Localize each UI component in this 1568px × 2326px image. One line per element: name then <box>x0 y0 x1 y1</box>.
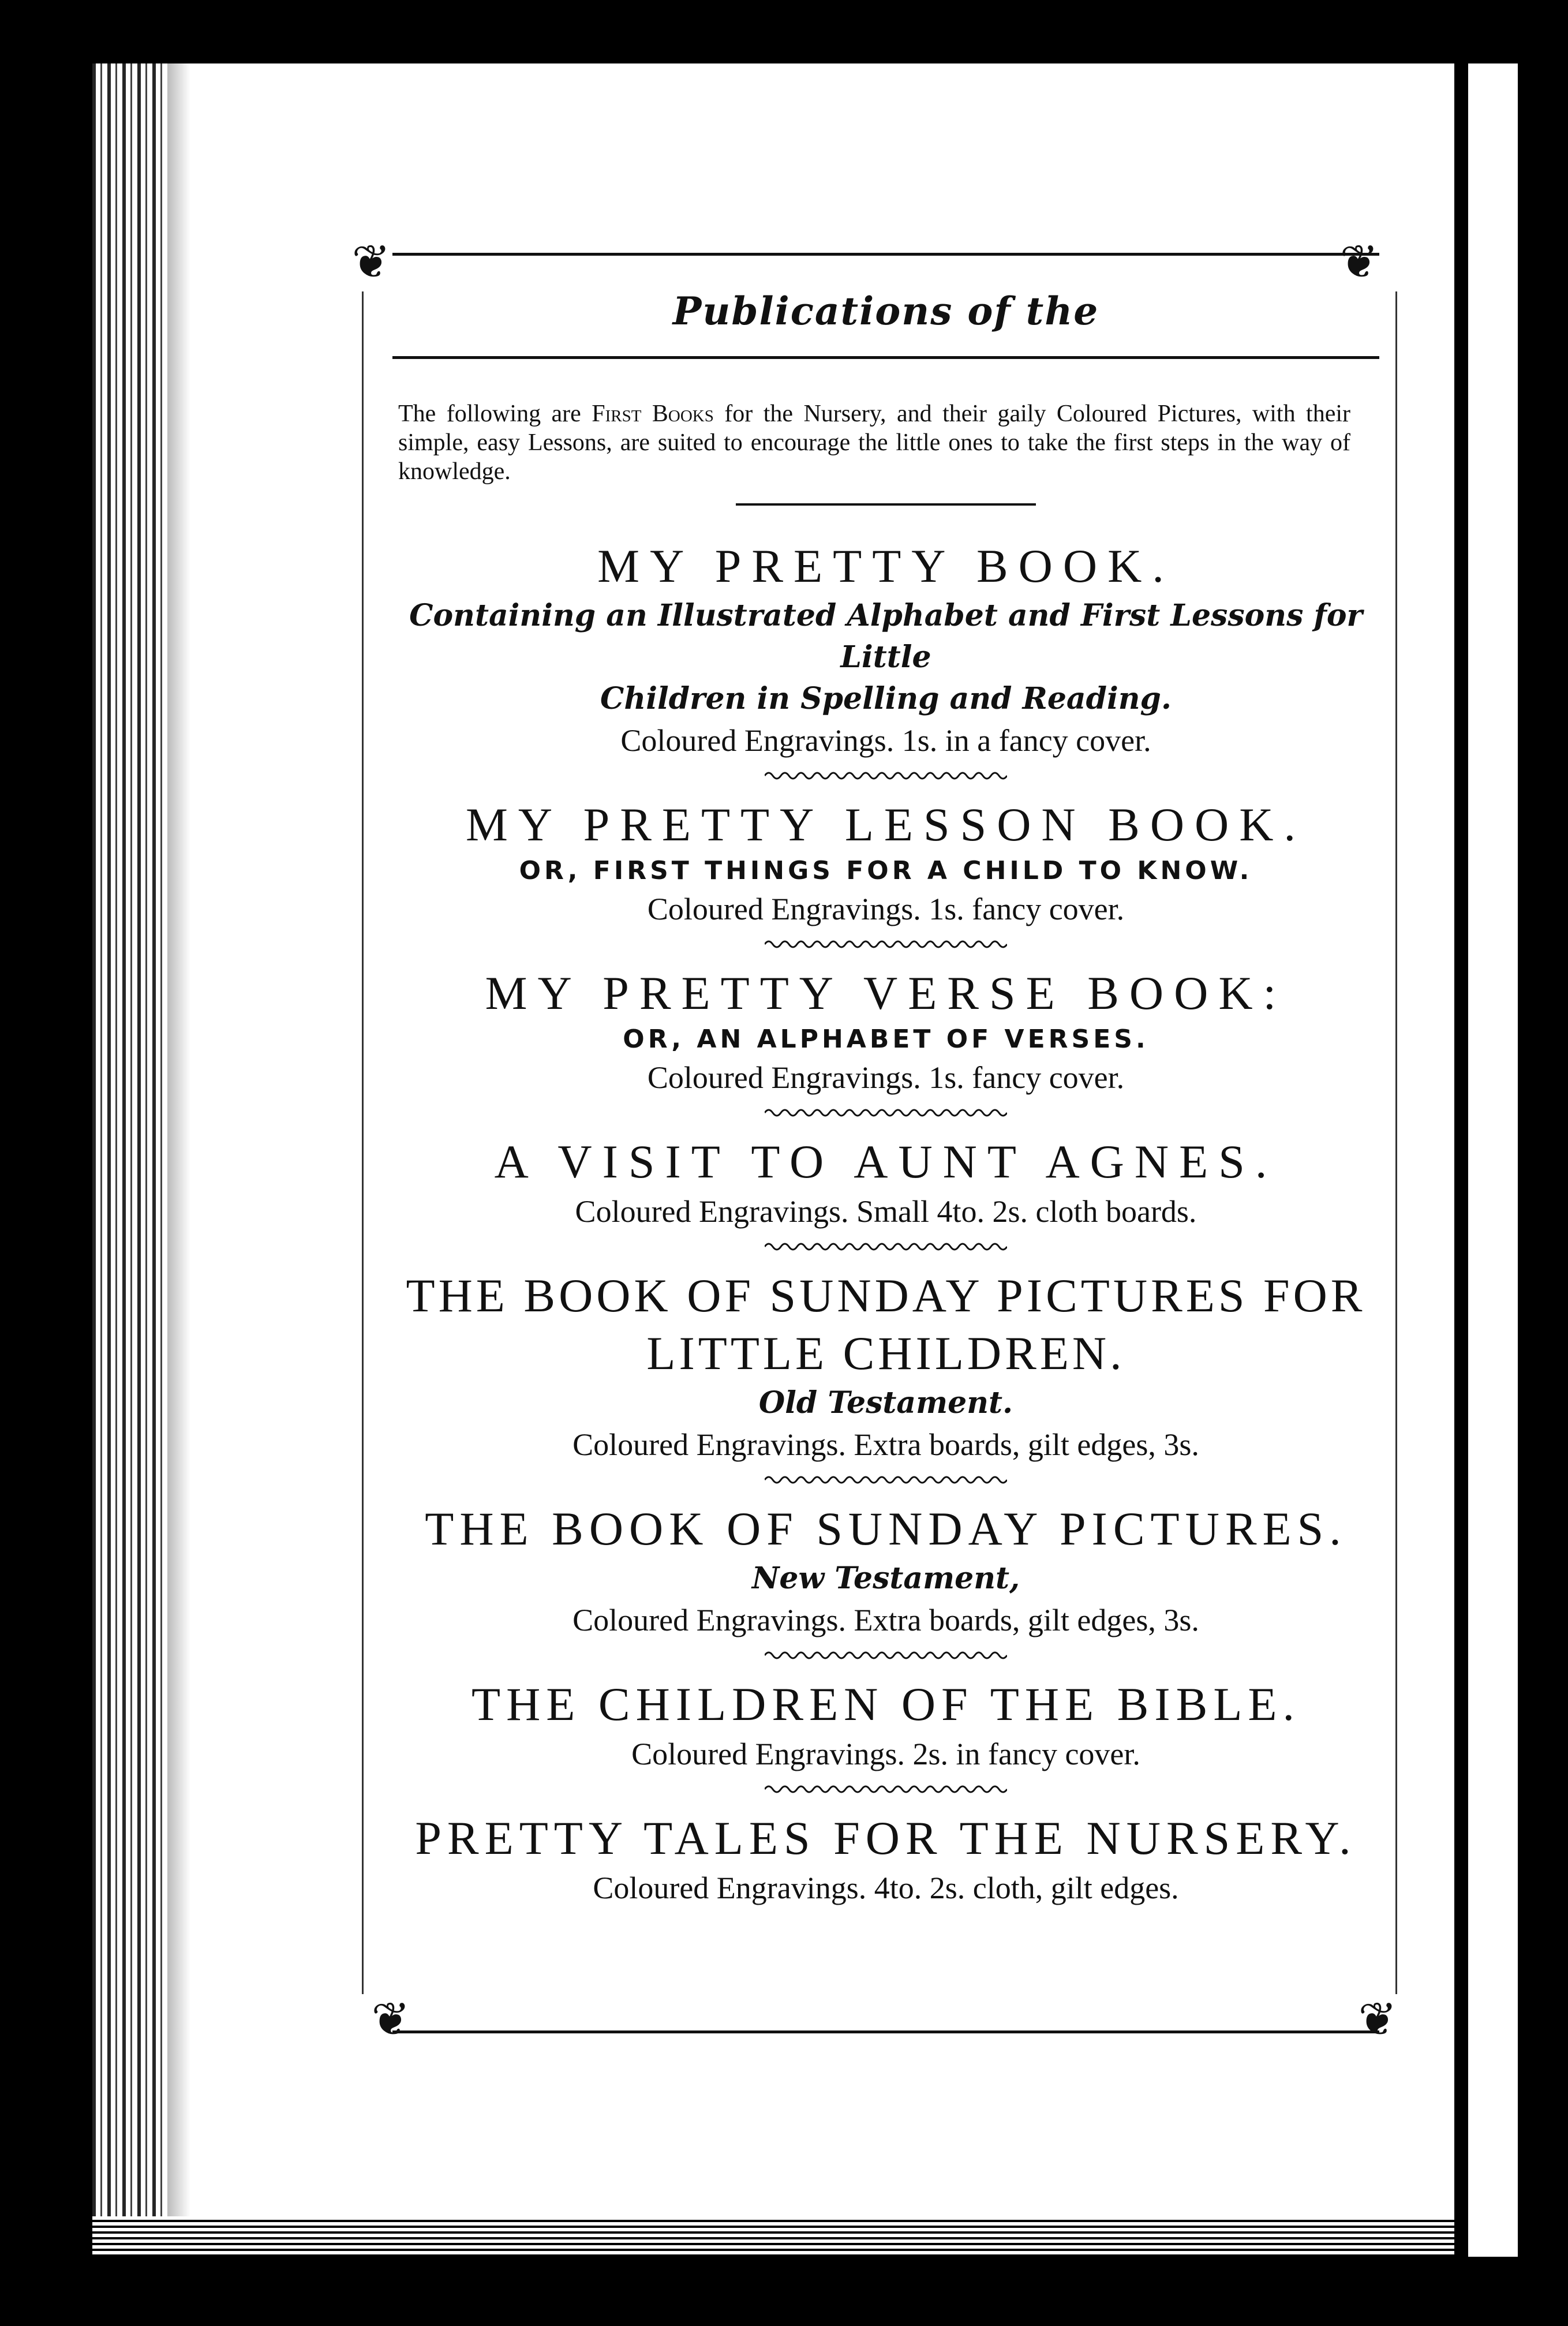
book-title: PRETTY TALES FOR THE NURSERY. <box>415 1812 1357 1864</box>
gutter-shadow <box>167 63 190 2257</box>
intro-text: for the Nursery, and their gaily Coloured Pictures, with their simple, easy Lessons, are suited to encourage the little ones to take the first steps in the way of knowledge. <box>398 401 1351 485</box>
corner-ornament-icon: ❦ <box>1358 1995 1397 2045</box>
wavy-divider <box>765 769 1007 782</box>
book-detail: Coloured Engravings. 1s. in a fancy cover. <box>620 723 1151 758</box>
header-rule <box>392 356 1379 359</box>
book-title: MY PRETTY VERSE BOOK: <box>485 967 1287 1019</box>
wavy-divider <box>765 938 1007 951</box>
publication-entry <box>392 1267 1379 1486</box>
wavy-divider <box>765 1106 1007 1119</box>
intro-text: The following are <box>398 401 592 427</box>
intro-paragraph <box>398 399 1350 486</box>
publications-list <box>392 277 1379 1909</box>
page-header: Publications of the <box>672 289 1099 334</box>
publication-entry <box>392 537 1379 782</box>
publication-entry <box>392 1809 1379 1909</box>
frame-top-rule <box>392 253 1379 256</box>
book-title: MY PRETTY BOOK. <box>597 540 1174 592</box>
frame-left-rule <box>362 291 364 1994</box>
publication-entry <box>392 1133 1379 1253</box>
book-title: THE BOOK OF SUNDAY PICTURES FOR <box>406 1269 1366 1322</box>
wavy-divider <box>765 1240 1007 1253</box>
wavy-divider <box>765 1649 1007 1662</box>
frame-bottom-rule <box>392 2030 1379 2033</box>
book-title: MY PRETTY LESSON BOOK. <box>466 798 1306 851</box>
book-detail: Coloured Engravings. 1s. fancy cover. <box>647 1060 1125 1095</box>
book-title: LITTLE CHILDREN. <box>646 1327 1125 1379</box>
book-detail: Coloured Engravings. Extra boards, gilt edges, 3s. <box>572 1427 1199 1462</box>
book-subtitle: OR, FIRST THINGS FOR A CHILD TO KNOW. <box>519 856 1253 885</box>
corner-ornament-icon: ❦ <box>1339 237 1379 288</box>
corner-ornament-icon: ❦ <box>371 1995 410 2045</box>
book-subtitle: Old Testament. <box>758 1385 1013 1420</box>
book-detail: Coloured Engravings. 4to. 2s. cloth, gilt edges. <box>593 1871 1179 1905</box>
book-subtitle: OR, AN ALPHABET OF VERSES. <box>623 1024 1149 1054</box>
book-detail: Coloured Engravings. Small 4to. 2s. cloth boards. <box>575 1194 1197 1229</box>
frame-right-rule <box>1395 291 1397 1994</box>
book-title: A VISIT TO AUNT AGNES. <box>494 1135 1278 1188</box>
book-detail: Coloured Engravings. 1s. fancy cover. <box>647 892 1125 926</box>
book-title: THE BOOK OF SUNDAY PICTURES. <box>425 1502 1347 1555</box>
facing-page-strip <box>1454 63 1518 2257</box>
section-rule <box>736 503 1036 506</box>
page-edge-shading <box>92 63 167 2257</box>
publication-entry <box>392 1676 1379 1796</box>
book-detail: Coloured Engravings. 2s. in fancy cover. <box>631 1737 1140 1771</box>
publication-entry <box>392 964 1379 1119</box>
publication-entry <box>392 796 1379 951</box>
bottom-edge-shading <box>92 2216 1454 2257</box>
book-subtitle: Children in Spelling and Reading. <box>600 681 1172 716</box>
book-subtitle: New Testament, <box>751 1561 1020 1596</box>
intro-first-books: First Books <box>592 401 714 427</box>
book-title: THE CHILDREN OF THE BIBLE. <box>471 1678 1301 1730</box>
book-detail: Coloured Engravings. Extra boards, gilt edges, 3s. <box>572 1603 1199 1637</box>
wavy-divider <box>765 1783 1007 1796</box>
wavy-divider <box>765 1474 1007 1486</box>
book-subtitle: Containing an Illustrated Alphabet and First Lessons for Little <box>409 598 1363 675</box>
corner-ornament-icon: ❦ <box>351 237 391 288</box>
publication-entry <box>392 1500 1379 1662</box>
